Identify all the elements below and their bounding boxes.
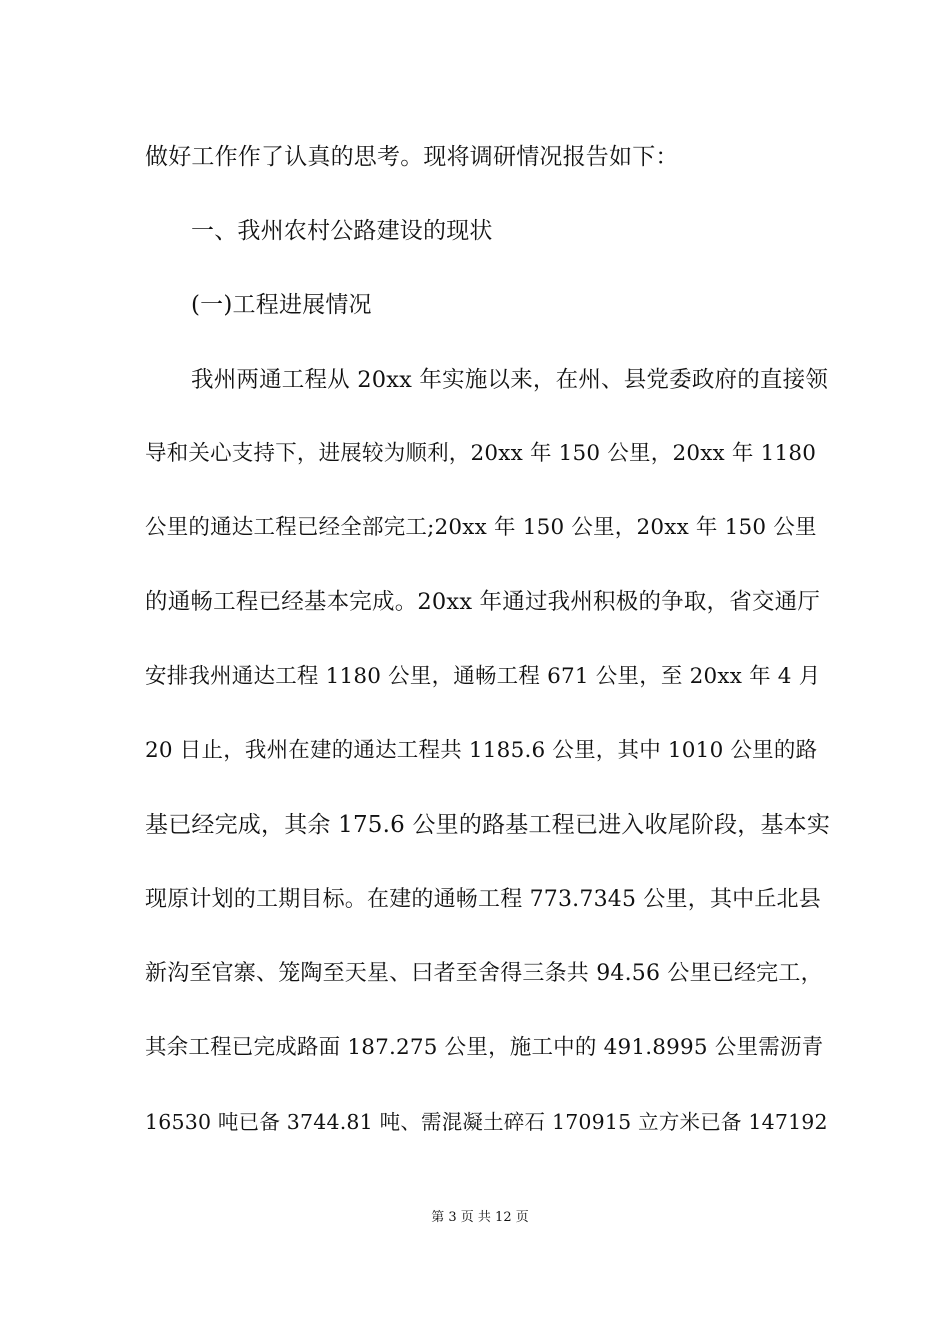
text-line-1: 做好工作作了认真的思考。现将调研情况报告如下： bbox=[145, 144, 679, 170]
paragraph-line-6: 20 日止，我州在建的通达工程共 1185.6 公里，其中 1010 公里的路 bbox=[145, 738, 818, 763]
paragraph-line-5: 安排我州通达工程 1180 公里，通畅工程 671 公里，至 20xx 年 4 月 bbox=[145, 664, 821, 689]
paragraph-line-11: 16530 吨已备 3744.81 吨、需混凝土碎石 170915 立方米已备 147192 bbox=[145, 1110, 828, 1134]
paragraph-line-7: 基已经完成，其余 175.6 公里的路基工程已进入收尾阶段，基本实 bbox=[145, 812, 831, 838]
paragraph-line-1: 我州两通工程从 20xx 年实施以来，在州、县党委政府的直接领 bbox=[191, 367, 829, 393]
section-heading: 一、我州农村公路建设的现状 bbox=[191, 218, 493, 244]
paragraph-line-9: 新沟至官寨、笼陶至天星、曰者至舍得三条共 94.56 公里已经完工， bbox=[145, 961, 823, 986]
paragraph-line-8: 现原计划的工期目标。在建的通畅工程 773.7345 公里，其中丘北县 bbox=[145, 887, 821, 912]
page-number-footer: 第 3 页 共 12 页 bbox=[431, 1210, 529, 1225]
paragraph-line-10: 其余工程已完成路面 187.275 公里，施工中的 491.8995 公里需沥青 bbox=[145, 1035, 824, 1060]
paragraph-line-3: 公里的通达工程已经全部完工;20xx 年 150 公里，20xx 年 150 公里 bbox=[145, 515, 817, 540]
paragraph-line-4: 的通畅工程已经基本完成。20xx 年通过我州积极的争取，省交通厅 bbox=[145, 589, 821, 615]
subsection-heading: (一)工程进展情况 bbox=[191, 292, 372, 318]
paragraph-line-2: 导和关心支持下，进展较为顺利，20xx 年 150 公里，20xx 年 1180 bbox=[145, 441, 817, 466]
